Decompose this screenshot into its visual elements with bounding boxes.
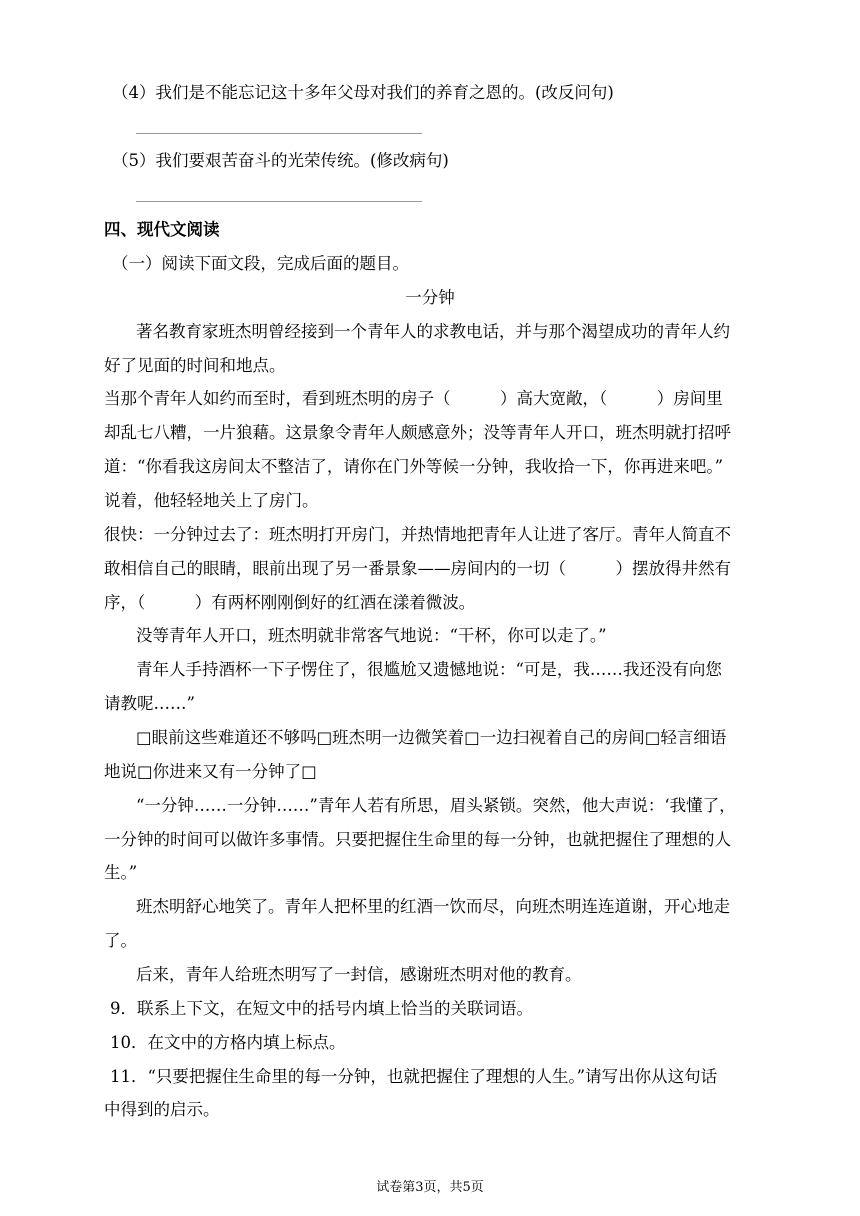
part-intro: （一）阅读下面文段，完成后面的题目。 — [112, 254, 409, 273]
answer-line-5[interactable] — [136, 201, 422, 202]
passage-line: 著名教育家班杰明曾经接到一个青年人的求教电话，并与那个渴望成功的青年人约 — [136, 322, 730, 341]
passage-line: 道：“你看我这房间太不整洁了，请你在门外等候一分钟，我收拾一下，你再进来吧。” — [104, 457, 724, 476]
passage-line: 好了见面的时间和地点。 — [104, 356, 286, 375]
passage-line: 请教呢……” — [104, 694, 195, 713]
passage-line: □眼前这些难道还不够吗□班杰明一边微笑着□一边扫视着自己的房间□轻言细语 — [136, 728, 727, 747]
passage-line: 序，（ ）有两杯刚刚倒好的红酒在漾着微波。 — [104, 593, 476, 612]
passage-line: 却乱七八糟，一片狼藉。这景象令青年人颇感意外；没等青年人开口，班杰明就打招呼 — [104, 423, 731, 442]
story-title: 一分钟 — [405, 288, 455, 307]
passage-line: 班杰明舒心地笑了。青年人把杯里的红酒一饮而尽，向班杰明连连道谢，开心地走 — [136, 897, 730, 916]
passage-line: 当那个青年人如约而至时，看到班杰明的房子（ ）高大宽敞，（ ）房间里 — [104, 389, 723, 408]
passage-line: 后来，青年人给班杰明写了一封信，感谢班杰明对他的教育。 — [136, 965, 582, 984]
question-11: 11．“只要把握住生命里的每一分钟，也就把握住了理想的人生。”请写出你从这句话 — [110, 1067, 718, 1086]
exercise-5: （5）我们要艰苦奋斗的光荣传统。(修改病句) — [112, 151, 449, 170]
section-heading: 四、现代文阅读 — [104, 220, 220, 239]
passage-line: 说着，他轻轻地关上了房门。 — [104, 491, 319, 510]
passage-line: “一分钟……一分钟……”青年人若有所思，眉头紧锁。突然，他大声说：‘我懂了， — [136, 796, 736, 815]
question-9: 9．联系上下文，在短文中的括号内填上恰当的关联词语。 — [110, 999, 533, 1018]
question-10: 10．在文中的方格内填上标点。 — [110, 1033, 346, 1052]
passage-line: 地说□你进来又有一分钟了□ — [104, 762, 317, 781]
passage-line: 生。” — [104, 863, 138, 882]
question-11-continued: 中得到的启示。 — [104, 1100, 220, 1119]
passage-line: 没等青年人开口，班杰明就非常客气地说：“干杯，你可以走了。” — [136, 626, 607, 645]
passage-line: 敢相信自己的眼睛，眼前出现了另一番景象——房间内的一切（ ）摆放得井然有 — [104, 559, 731, 578]
page-footer: 试卷第3页，共5页 — [376, 1180, 484, 1195]
passage-line: 了。 — [104, 931, 137, 950]
answer-line-4[interactable] — [136, 133, 422, 134]
passage-line: 一分钟的时间可以做许多事情。只要把握住生命里的每一分钟，也就把握住了理想的人 — [104, 830, 731, 849]
exercise-4: （4）我们是不能忘记这十多年父母对我们的养育之恩的。(改反问句) — [112, 83, 614, 102]
passage-line: 很快：一分钟过去了：班杰明打开房门，并热情地把青年人让进了客厅。青年人简直不 — [104, 525, 731, 544]
passage-line: 青年人手持酒杯一下子愣住了，很尴尬又遗憾地说：“可是，我……我还没有向您 — [136, 660, 722, 679]
